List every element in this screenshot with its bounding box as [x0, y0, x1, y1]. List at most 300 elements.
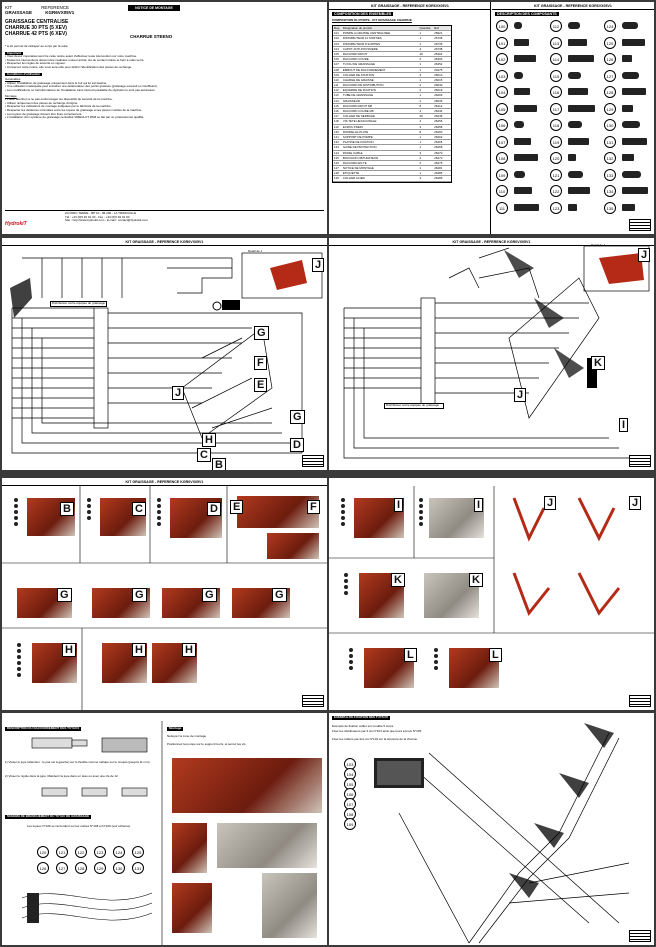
- table-cell: 26475: [434, 67, 443, 72]
- table-cell: CAPOT ANTI-POUSSIERE: [342, 46, 378, 51]
- table-cell: EMBOUT DE RACCORDEMENT: [342, 67, 386, 72]
- table-cell: RACCORD DROIT M8: [342, 103, 373, 108]
- component-part-icon: [514, 39, 529, 46]
- table-cell: 26285: [434, 171, 443, 176]
- table-cell: RACCORD EN TE: [342, 160, 367, 165]
- important-item: • Toutes les interventions doivent être réalisées moteur arrêté, clé de contact retirée et frein à main serré.: [5, 57, 145, 62]
- table-cell: 113: [334, 93, 339, 98]
- table-cell: RACCORD DROIT: [342, 51, 368, 56]
- grease-points: [344, 573, 349, 597]
- montage-item: • Respecter les distances minimales entre les tuyaux de graissage et les pièces mobiles de la machine.: [5, 107, 143, 112]
- table-cell: 109: [334, 72, 339, 77]
- table-cell: 1: [419, 145, 422, 150]
- component-part-icon: [622, 22, 638, 29]
- table-cell: 110: [334, 77, 339, 82]
- table-cell: 26258: [434, 124, 443, 129]
- table-cell: 26262: [434, 134, 443, 139]
- table-cell: COLLIER DE FIXATION: [342, 72, 374, 77]
- table-cell: BOUCHON OBTURATEUR: [342, 155, 379, 160]
- component-part-icon: [622, 39, 645, 46]
- label-g: G: [272, 588, 287, 602]
- table-cell: 106: [334, 57, 339, 62]
- company-address: [65, 212, 235, 223]
- component-number: 104: [496, 86, 508, 98]
- table-cell: RACCORD DE DISTRIBUTION: [342, 83, 384, 88]
- table-cell: 108: [334, 67, 339, 72]
- component-number: 106: [496, 119, 508, 131]
- part-number: 108: [344, 808, 356, 820]
- component-part-icon: [568, 105, 595, 112]
- table-cell: 3: [419, 150, 422, 155]
- component-part-icon: [514, 22, 522, 29]
- component-part-icon: [622, 55, 632, 62]
- component-number: 126: [604, 53, 616, 65]
- table-cell: 1: [419, 93, 422, 98]
- table-cell: 26245: [434, 114, 443, 119]
- callout-g: G: [254, 326, 269, 340]
- title-block: [5, 19, 68, 37]
- table-cell: 3: [419, 72, 422, 77]
- label-h: H: [62, 643, 76, 657]
- component-number: 113: [550, 37, 562, 49]
- reference-label: REFERENCE: [41, 5, 69, 10]
- component-part-icon: [568, 55, 594, 62]
- title-block: [629, 930, 651, 942]
- component-part-icon: [622, 138, 647, 145]
- grease-points: [349, 648, 354, 672]
- generalites-item: • Une utilisation inadéquate peut entraîner une détérioration des points graissés (graissage excessif ou insuffisant).: [5, 84, 158, 89]
- callout-j: J: [514, 388, 526, 402]
- page-photos-2: [329, 478, 654, 710]
- component-number: 108: [496, 152, 508, 164]
- part-number: 126: [37, 862, 49, 874]
- table-cell: POMPE A GRAISSE CENTRALISEE: [342, 31, 391, 36]
- component-number: 101: [496, 37, 508, 49]
- hose-diagram: [2, 238, 327, 470]
- fixation-intro: Exemple de fixation collier sur modèle 5 corps.: [332, 724, 395, 728]
- components-heading: DESCRIPTION DES COMPOSANTS: [497, 12, 557, 16]
- component-part-icon: [568, 39, 587, 46]
- table-cell: 26244: [434, 109, 443, 113]
- callout-j: J: [312, 258, 324, 272]
- distributor-note: Distributeur sortie équipée de graissage: [52, 301, 106, 305]
- intro-text: * le kit permet de rattraper au corps par la suite.: [5, 44, 69, 48]
- montage-item: • L'installation d'un système de graissage centralisé VIRECLUT PAM se fait par un professionnel qualifié.: [5, 115, 145, 120]
- label-f: F: [307, 500, 320, 514]
- title-block: [302, 455, 324, 467]
- label-k: K: [391, 573, 405, 587]
- part-number: 121: [56, 846, 68, 858]
- detail-photo: [270, 260, 307, 290]
- title-line: CHARRUE 42 PTS (6 XEV): [5, 31, 67, 37]
- table-cell: 4: [419, 119, 422, 124]
- callout-f: F: [254, 356, 267, 370]
- component-part-icon: [514, 72, 523, 79]
- important-heading: Important: [7, 50, 21, 55]
- table-cell: 2: [419, 83, 422, 88]
- component-number: 118: [550, 119, 562, 131]
- component-number: 133: [604, 169, 616, 181]
- col-header: Rep: [334, 26, 340, 30]
- label-e: E: [230, 500, 243, 514]
- table-cell: 26452: [434, 62, 443, 67]
- label-b: B: [60, 502, 74, 516]
- hose-diagram: [329, 238, 654, 470]
- table-cell: 1: [419, 166, 422, 171]
- part-number: 120: [37, 846, 49, 858]
- component-number: 129: [604, 103, 616, 115]
- kit-label: KIT: [5, 5, 12, 10]
- table-cell: 26212: [434, 103, 443, 108]
- component-number: 125: [604, 37, 616, 49]
- table-cell: 1: [419, 134, 422, 139]
- component-number: 130: [604, 119, 616, 131]
- address-line: Tél : +33 (0)5 49 91 00 - Fax : +33 (0)5 49 91 00: [65, 214, 130, 219]
- page-schema-2: [329, 238, 654, 470]
- component-part-icon: [622, 72, 639, 79]
- table-cell: 4: [419, 46, 422, 51]
- table-cell: EQUERRE DE FIXATION: [342, 88, 376, 93]
- part-number: 122: [75, 846, 87, 858]
- title-block: [629, 219, 651, 231]
- components-column: [492, 2, 654, 234]
- component-number: 135: [604, 202, 616, 214]
- component-number: 128: [604, 86, 616, 98]
- table-cell: 120: [334, 129, 339, 134]
- component-number: 117: [550, 103, 562, 115]
- montage-item: • Respecter les indications de montage indiquées par le fabricant de la machine.: [5, 104, 112, 109]
- part-number: 123: [94, 846, 106, 858]
- page-photos-1: [2, 478, 327, 710]
- generalites-item: • Les modifications ou transformations de l'installation sans l'accord préalable de Hydrokit ne sont pas autorisées.: [5, 87, 156, 92]
- table-cell: 4: [419, 109, 422, 113]
- part-number: 105: [344, 778, 356, 790]
- fixation-line: Fixer les colliers par des vis N°104 sur la structure de la charrue.: [332, 737, 418, 741]
- page-header: KIT GRAISSAGE - REFERENCE KGR6VX05V1: [2, 480, 327, 486]
- title-line: GRAISSAGE CENTRALISE: [5, 19, 69, 25]
- component-part-icon: [514, 105, 537, 112]
- table-cell: 1: [419, 62, 422, 67]
- montage-detail: Positionnez la pompe sur le support fourni, et serrez les vis.: [167, 742, 247, 746]
- callout-j: J: [638, 248, 650, 262]
- table-cell: 2: [419, 88, 422, 93]
- table-cell: 26030: [434, 83, 443, 88]
- header-block: [5, 5, 115, 15]
- component-part-icon: [622, 204, 635, 211]
- title-block: [302, 695, 324, 707]
- grease-points: [419, 498, 424, 528]
- component-number: 116: [550, 86, 562, 98]
- charrue-label: CHARRUE STEENO: [130, 34, 173, 39]
- table-cell: SUPPORT DE POMPE: [342, 134, 373, 139]
- table-cell: 1: [419, 98, 422, 103]
- title-block: [629, 455, 651, 467]
- part-number: 103: [344, 758, 356, 770]
- table-cell: 26256: [434, 119, 443, 124]
- table-cell: 26736: [434, 36, 443, 41]
- composition-table: [332, 25, 452, 183]
- component-number: 107: [496, 136, 508, 148]
- table-cell: TUYAU DE GRAISSAGE: [342, 62, 376, 67]
- company-logo: HydrokiT: [5, 221, 27, 227]
- conditions-heading: Conditions d'utilisation: [7, 71, 41, 76]
- table-cell: 115: [334, 103, 339, 108]
- table-cell: 125: [334, 155, 339, 160]
- table-cell: 25921: [434, 31, 443, 36]
- component-number: 122: [550, 185, 562, 197]
- photo-fitting: [172, 883, 212, 933]
- component-number: 100: [496, 20, 508, 32]
- component-part-icon: [568, 138, 589, 145]
- label-h: H: [132, 643, 146, 657]
- part-number: 127: [56, 862, 68, 874]
- table-cell: 26268: [434, 145, 443, 150]
- part-number: 124: [113, 846, 125, 858]
- table-cell: VIS TETE HEXAGONALE: [342, 119, 377, 124]
- table-cell: 26019: [434, 88, 443, 93]
- label-l: L: [404, 648, 417, 662]
- part-number: 131: [132, 862, 144, 874]
- label-j: J: [629, 496, 641, 510]
- table-cell: ECROU FREIN: [342, 124, 363, 129]
- table-cell: 26275: [434, 160, 443, 165]
- address-line: ZA PARC TERRE - BP 10 - 86 290 - LA TRIMOUILLE: [65, 211, 137, 215]
- callout-d: D: [290, 438, 304, 452]
- table-cell: 124: [334, 150, 339, 155]
- detail-label: Détail de J: [248, 249, 263, 253]
- label-i: I: [394, 498, 403, 512]
- callout-j: J: [172, 386, 184, 400]
- components-grid: [496, 20, 652, 220]
- page-fixation: [329, 713, 654, 945]
- table-cell: GAINE DE PROTECTION: [342, 145, 377, 150]
- table-cell: 26036: [434, 98, 443, 103]
- photo-nipple: [262, 873, 317, 938]
- address-line: Site : http://www.hydrokit.com - E-mail : contact@hydrokit.com: [65, 218, 148, 223]
- component-part-icon: [568, 72, 581, 79]
- table-cell: 1: [419, 140, 422, 145]
- table-cell: 101: [334, 31, 339, 36]
- table-cell: 2: [419, 155, 422, 160]
- montage-heading: Montage: [169, 726, 182, 730]
- part-number: 129: [94, 862, 106, 874]
- distributor-note: Distributeur sortie équipée de graissage: [384, 403, 444, 409]
- photo-pump: [172, 758, 322, 813]
- montage-item: • Les tuyaux de graissage doivent être fixés correctement.: [5, 111, 83, 116]
- component-number: 120: [550, 152, 562, 164]
- table-cell: 122: [334, 140, 339, 145]
- table-cell: 2: [419, 160, 422, 165]
- table-cell: 116: [334, 109, 339, 113]
- table-cell: 119: [334, 124, 339, 129]
- table-cell: 26010: [434, 72, 443, 77]
- component-part-icon: [568, 154, 576, 161]
- label-k: K: [469, 573, 483, 587]
- component-part-icon: [514, 138, 531, 145]
- component-number: 119: [550, 136, 562, 148]
- component-part-icon: [514, 171, 525, 178]
- table-cell: 118: [334, 119, 339, 124]
- table-cell: 128: [334, 171, 339, 176]
- page-header: KIT GRAISSAGE - REFERENCE KGR6VX05V1: [492, 4, 654, 10]
- table-cell: 114: [334, 98, 339, 103]
- table-cell: 117: [334, 114, 339, 119]
- component-part-icon: [514, 204, 539, 211]
- component-number: 109: [496, 169, 508, 181]
- page-header: KIT GRAISSAGE - REFERENCE KGR6VX05V1: [329, 4, 491, 10]
- component-number: 121: [550, 169, 562, 181]
- number-callouts: [37, 846, 157, 886]
- part-number: 104: [344, 768, 356, 780]
- section-heading: DESCRIPTION DU RACCORDEMENT DES TUYAUX: [7, 726, 80, 730]
- component-part-icon: [622, 154, 634, 161]
- label-i: I: [474, 498, 483, 512]
- composition-column: [329, 2, 491, 234]
- grease-points: [157, 498, 162, 528]
- table-cell: 26270: [434, 150, 443, 155]
- table-cell: 20: [419, 114, 423, 119]
- table-cell: 26273: [434, 155, 443, 160]
- table-cell: 1: [419, 67, 422, 72]
- label-g: G: [202, 588, 217, 602]
- part-number: 130: [113, 862, 125, 874]
- table-cell: 104: [334, 46, 339, 51]
- table-cell: 26203: [434, 93, 443, 98]
- table-cell: COLLIER DE SERRAGE: [342, 114, 375, 119]
- page-header: KIT GRAISSAGE - REFERENCE KGR6VX05V1: [2, 240, 327, 246]
- footer: [5, 210, 324, 230]
- component-part-icon: [568, 88, 588, 95]
- section-heading: SCHEMA DE BRANCHEMENT DU TUYAU DE GRAISSAGE: [7, 814, 90, 818]
- component-part-icon: [568, 171, 583, 178]
- callout-c: C: [197, 448, 211, 462]
- component-number: 127: [604, 70, 616, 82]
- montage-text: Nettoyez la zone de montage: [167, 734, 207, 738]
- table-cell: 126: [334, 160, 339, 165]
- table-cell: 4: [419, 124, 422, 129]
- component-part-icon: [514, 88, 530, 95]
- component-part-icon: [622, 105, 633, 112]
- table-cell: RACCORD COUDE M8: [342, 109, 374, 113]
- table-cell: 26265: [434, 140, 443, 145]
- number-callouts: [344, 758, 374, 828]
- component-part-icon: [514, 154, 538, 161]
- callout-k: K: [591, 356, 605, 370]
- callout-i: I: [619, 418, 628, 432]
- part-number: 109: [344, 818, 356, 830]
- photo-bracket: [172, 823, 207, 873]
- callout-h: H: [202, 433, 216, 447]
- detail-label: Détail de J: [591, 243, 606, 247]
- component-part-icon: [514, 55, 536, 62]
- label-g: G: [132, 588, 147, 602]
- table-cell: 107: [334, 62, 339, 67]
- table-cell: DISTRIBUTEUR 8 SORTIES: [342, 41, 381, 46]
- composition-subheading: COMPOSITION DU PORTE - KIT GRAISSAGE CHARRUE: [332, 18, 412, 22]
- label-c: C: [132, 502, 146, 516]
- table-cell: 4: [419, 176, 422, 181]
- component-part-icon: [514, 187, 532, 194]
- component-number: 114: [550, 53, 562, 65]
- component-part-icon: [622, 187, 648, 194]
- component-number: 110: [496, 185, 508, 197]
- label-g: G: [57, 588, 72, 602]
- notice-banner: NOTICE DE MONTAGE: [128, 5, 180, 11]
- component-number: 105: [496, 103, 508, 115]
- grease-points: [14, 498, 19, 528]
- component-part-icon: [568, 187, 590, 194]
- table-cell: TUBE DE GRAISSAGE: [342, 93, 374, 98]
- generalites-item: • Utiliser l'installation de graissage uniquement dans le but qui lui est destiné.: [5, 80, 108, 85]
- component-part-icon: [568, 121, 582, 128]
- table-cell: 1: [419, 36, 422, 41]
- table-cell: 26735: [434, 41, 443, 46]
- table-cell: PASSE CABLE: [342, 150, 363, 155]
- ref-code: KGR6VX05V1: [45, 10, 75, 15]
- table-cell: 26015: [434, 77, 443, 82]
- component-part-icon: [568, 204, 577, 211]
- montage-item: • Prêter attention à ne pas endommager les dispositifs de sécurité de la machine.: [5, 97, 113, 102]
- page-schema-1: [2, 238, 327, 470]
- label-l: L: [489, 648, 502, 662]
- table-cell: 102: [334, 36, 339, 41]
- table-cell: 111: [334, 83, 339, 88]
- important-item: • Vous devez impérativement lire cette notice avant d'effectuer toute intervention sur votre machine.: [5, 54, 137, 59]
- callout-g: G: [290, 410, 305, 424]
- component-part-icon: [622, 88, 646, 95]
- grease-points: [17, 643, 22, 679]
- component-part-icon: [622, 171, 641, 178]
- component-part-icon: [568, 22, 580, 29]
- title-block: [629, 695, 651, 707]
- table-cell: DISTRIBUTEUR 10 SORTIES: [342, 36, 382, 41]
- section-heading: EXEMPLE DE FIXATION DES TUYAUX: [334, 715, 388, 719]
- table-row: [333, 176, 451, 181]
- grease-points: [87, 498, 92, 522]
- table-cell: GRAISSEUR: [342, 98, 360, 103]
- important-item: • Respectez les règles de sécurité en vigueur.: [5, 61, 66, 66]
- table-cell: PLATINE DE FIXATION: [342, 140, 374, 145]
- title-line: CHARRUE 30 PTS (5 XEV): [5, 25, 67, 31]
- table-cell: RONDELLE PLATE: [342, 129, 369, 134]
- table-cell: 105: [334, 51, 339, 56]
- component-part-icon: [622, 121, 640, 128]
- connection-text: Les tuyaux N°106 se raccordent sur les sorties N°108 et N°109 (voir schéma).: [27, 824, 131, 828]
- part-number: 107: [344, 798, 356, 810]
- table-cell: 1: [419, 77, 422, 82]
- graissage-label: GRAISSAGE: [5, 10, 33, 15]
- callout-b: B: [212, 458, 226, 470]
- table-cell: RACCORD COUDE: [342, 57, 369, 62]
- important-item: • Conservez cette notice, elle vous sera utile pour définir l'identification des pièces de rechange.: [5, 64, 133, 69]
- table-cell: 112: [334, 88, 339, 93]
- table-cell: 8: [419, 129, 422, 134]
- table-cell: 1: [419, 31, 422, 36]
- table-cell: 103: [334, 41, 339, 46]
- montage-heading: Montage: [5, 93, 17, 98]
- step-1: 1) Visser le jupe (attention : le pas est à gauche) sur le flexible comme indiqué sur le croquis (jusqu'à 11 mm).: [5, 760, 151, 764]
- component-number: 124: [604, 20, 616, 32]
- col-header: Désignation du produit: [342, 26, 372, 30]
- table-cell: COLLIER ACIER: [342, 176, 365, 181]
- table-cell: 123: [334, 145, 339, 150]
- component-number: 132: [604, 152, 616, 164]
- page-raccordement: [2, 713, 327, 945]
- component-part-icon: [514, 121, 524, 128]
- photo-detail-f: [267, 533, 319, 559]
- table-cell: ETIQUETTE: [342, 171, 360, 176]
- component-number: 123: [550, 202, 562, 214]
